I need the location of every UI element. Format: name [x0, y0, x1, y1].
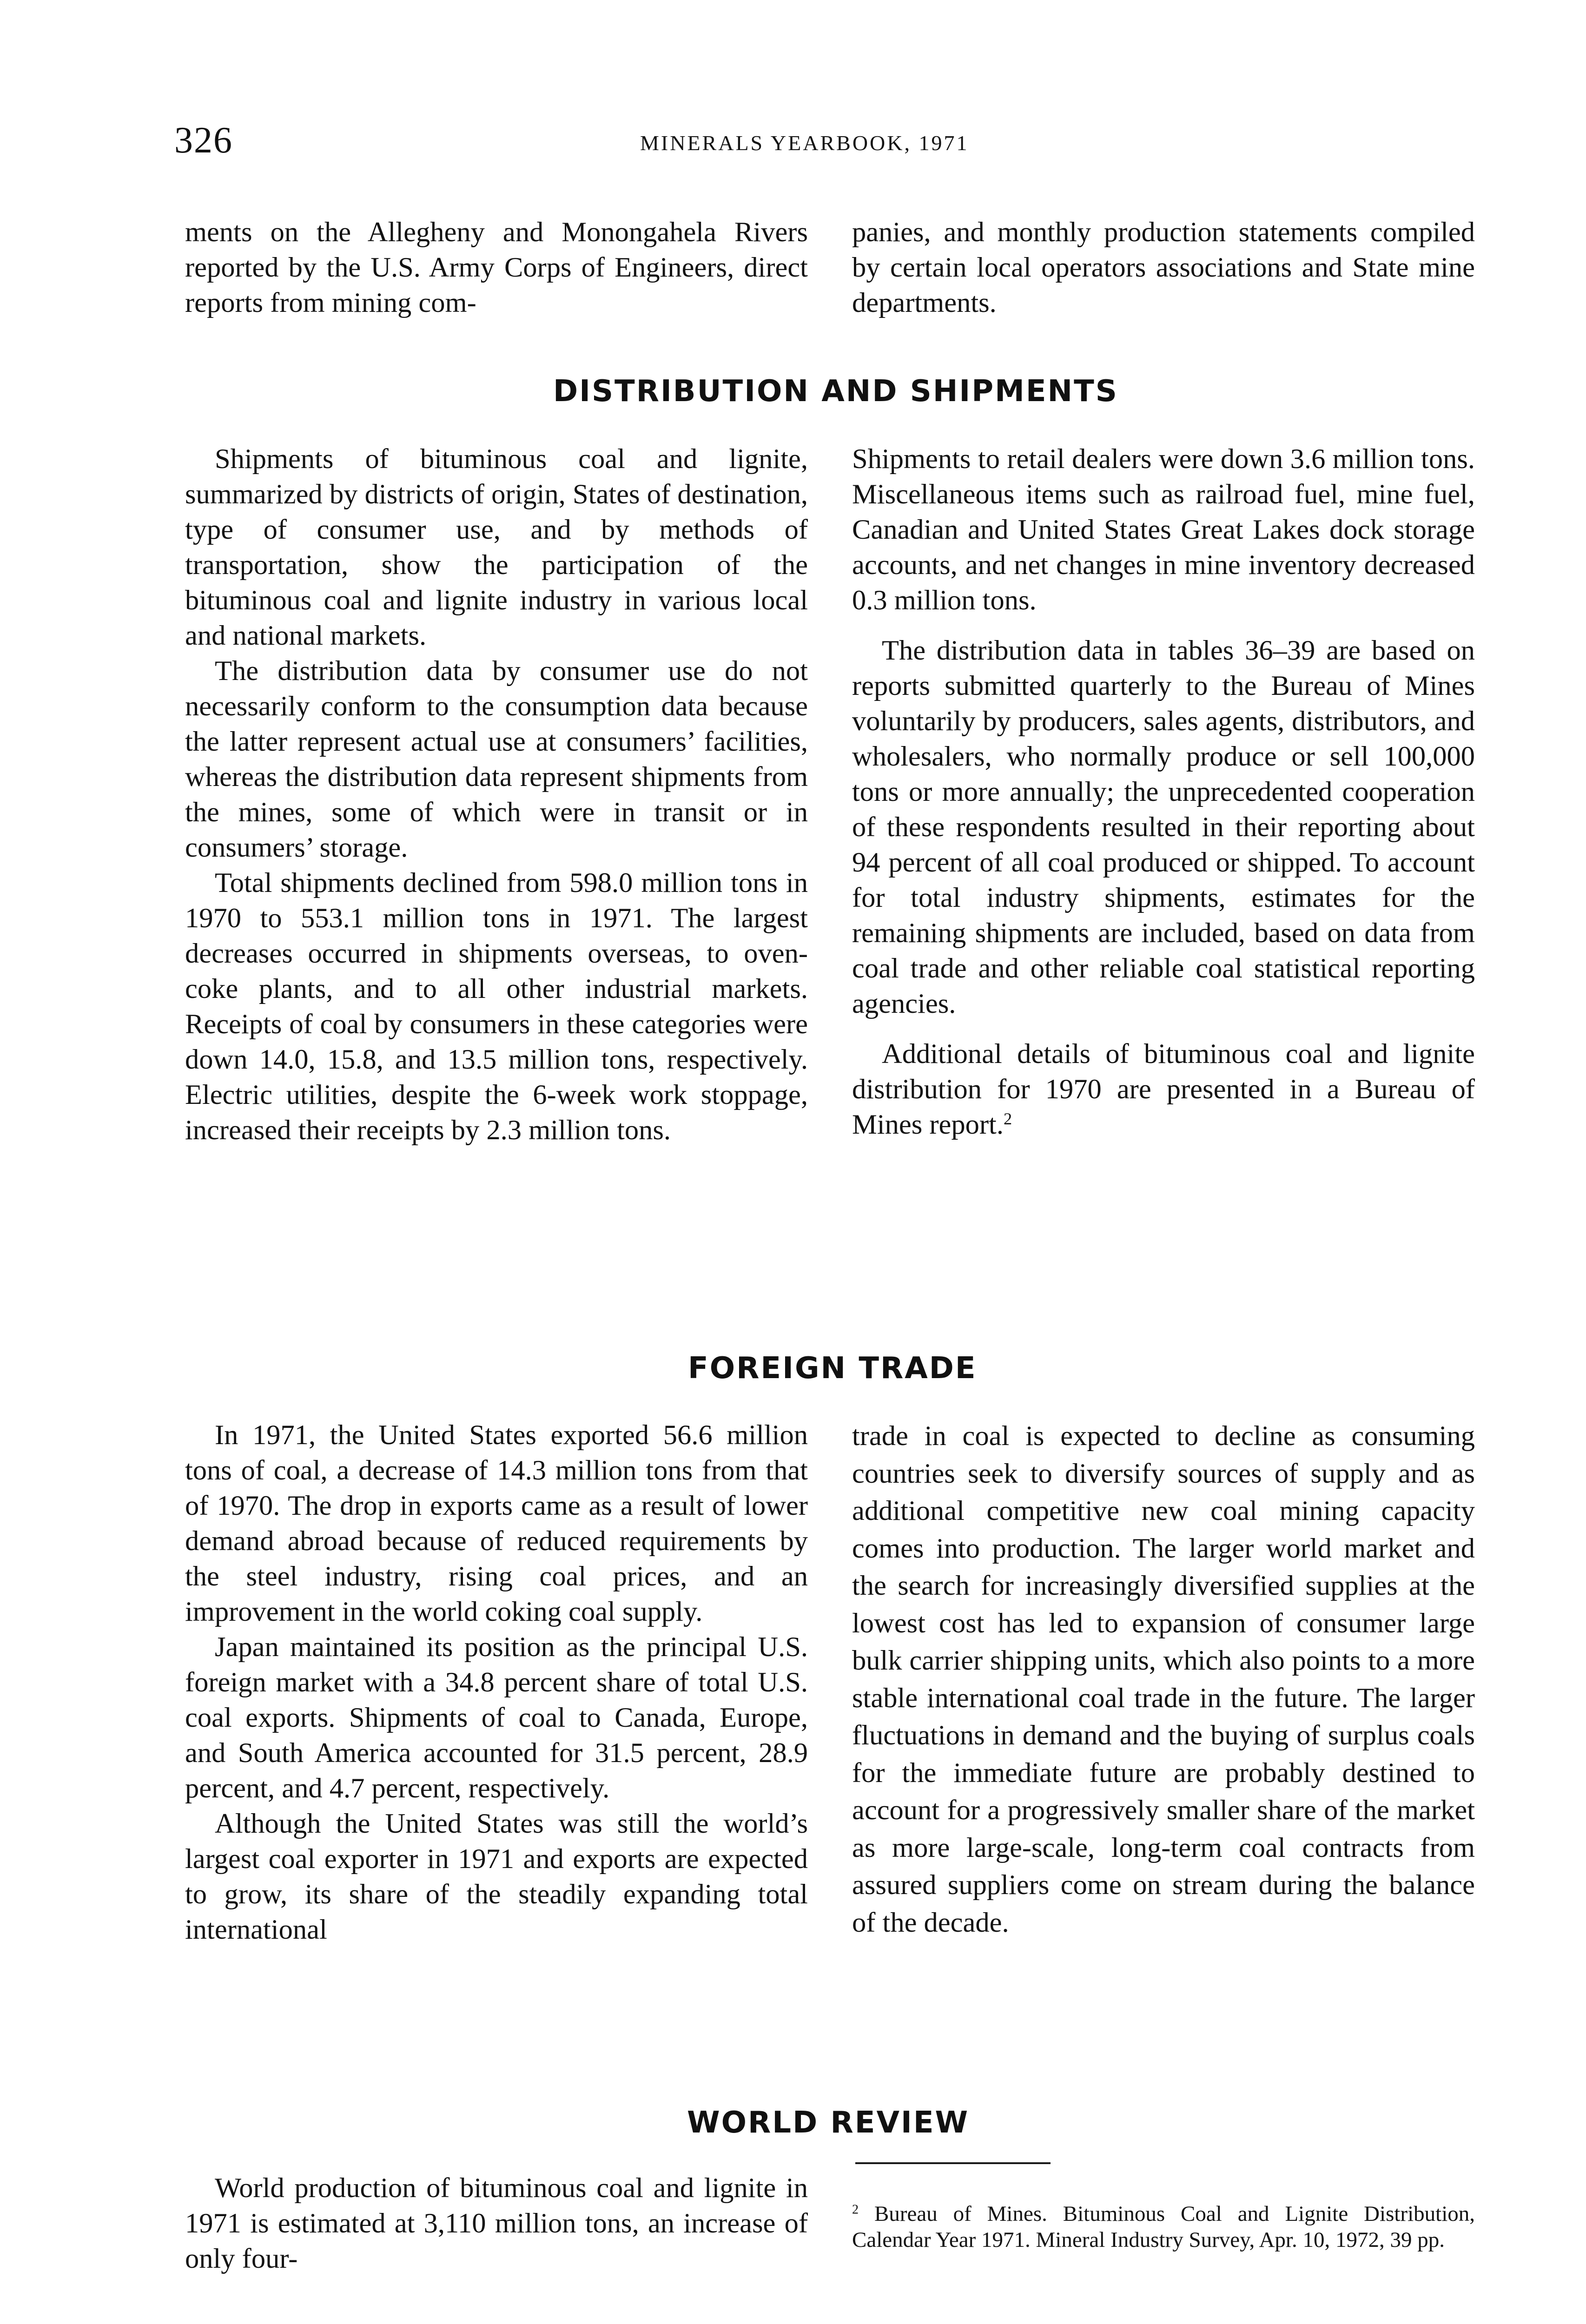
world-review-heading: WORLD REVIEW	[687, 2106, 970, 2140]
intro-left-paragraph: ments on the Allegheny and Monongahela Rivers reported by the U.S. Army Corps of Engineers, direct reports from mining com-	[185, 217, 808, 318]
distribution-paragraph-5: The distribution data in tables 36–39 are based on reports submitted quarterly to the Bureau of Mines voluntarily by producers, sales agents, distributors, and wholesalers, who normally produce or sell 100,000 tons or more annually; the unprecedented cooperation of these respondents resulted in their reporting about 94 percent of all coal produced or shipped. To account for total industry shipments, estimates for the remaining shipments are included, based on data from coal trade and other reliable coal statistical reporting agencies.	[852, 635, 1475, 1019]
foreign-trade-paragraph-2: Japan maintained its position as the principal U.S. foreign market with a 34.8 percent share of total U.S. coal exports. Shipments of coal to Canada, Europe, and South America accounted for 31.5 percent, 28.9 percent, and 4.7 percent, respectively.	[185, 1631, 808, 1804]
intro-left-column	[185, 215, 808, 321]
page-number: 326	[174, 120, 233, 161]
distribution-paragraph-6-text: Additional details of bituminous coal and lignite distribution for 1970 are presented in a Bureau of Mines report.	[852, 1038, 1475, 1140]
world-review-paragraph-1: World production of bituminous coal and lignite in 1971 is estimated at 3,110 million tons, an increase of only four-	[185, 2172, 808, 2274]
footnote	[852, 2201, 1475, 2253]
footnote-reference: 2	[1003, 1109, 1012, 1129]
world-review-left-column	[185, 2171, 808, 2277]
distribution-paragraph-1: Shipments of bituminous coal and lignite, summarized by districts of origin, States of destination, type of consumer use, and by methods of transportation, show the participation of the bituminous coal and lignite industry in various local and national markets.	[185, 443, 808, 651]
foreign-trade-right-column	[852, 1418, 1475, 1941]
footnote-rule	[855, 2162, 1051, 2164]
foreign-trade-heading: FOREIGN TRADE	[688, 1351, 977, 1386]
distribution-left-column	[185, 442, 808, 1148]
distribution-heading: DISTRIBUTION AND SHIPMENTS	[553, 374, 1118, 409]
footnote-text: Bureau of Mines. Bituminous Coal and Lignite Distribution, Calendar Year 1971. Mineral Industry Survey, Apr. 10, 1972, 39 pp.	[852, 2202, 1475, 2252]
foreign-trade-paragraph-4: trade in coal is expected to decline as consuming countries seek to diversify sources of supply and as additional competitive new coal mining capacity comes into production. The larger world market and the search for increasingly diversified supplies at the lowest cost has led to expansion of consumer large bulk carrier shipping units, which also points to a more stable international coal trade in the future. The larger fluctuations in demand and the buying of surplus coals for the immediate future are probably destined to account for a progressively smaller share of the market as more large-scale, long-term coal contracts from assured suppliers come on stream during the balance of the decade.	[852, 1420, 1475, 1938]
foreign-trade-paragraph-1: In 1971, the United States exported 56.6 million tons of coal, a decrease of 14.3 million tons from that of 1970. The drop in exports came as a result of lower demand abroad because of reduced requirements by the steel industry, rising coal prices, and an improvement in the world coking coal supply.	[185, 1419, 808, 1627]
distribution-paragraph-2: The distribution data by consumer use do not necessarily conform to the consumption data because the latter represent actual use at consumers’ facilities, whereas the distribution data represent shipments from the mines, some of which were in transit or in consumers’ storage.	[185, 655, 808, 863]
running-head: MINERALS YEARBOOK, 1971	[640, 131, 969, 155]
intro-right-column	[852, 215, 1475, 321]
distribution-paragraph-3: Total shipments declined from 598.0 million tons in 1970 to 553.1 million tons in 1971. The largest decreases occurred in shipments overseas, to oven-coke plants, and to all other industrial markets. Receipts of coal by consumers in these categories were down 14.0, 15.8, and 13.5 million tons, respectively. Electric utilities, despite the 6-week work stoppage, increased their receipts by 2.3 million tons.	[185, 867, 808, 1146]
distribution-right-column	[852, 442, 1475, 1142]
distribution-paragraph-6	[852, 1037, 1475, 1142]
footnote-marker: 2	[852, 2202, 859, 2217]
intro-right-paragraph: panies, and monthly production statements compiled by certain local operators associations and State mine departments.	[852, 217, 1475, 318]
foreign-trade-paragraph-3: Although the United States was still the world’s largest coal exporter in 1971 and exports are expected to grow, its share of the steadily expanding total international	[185, 1808, 808, 1945]
distribution-paragraph-4: Shipments to retail dealers were down 3.6 million tons. Miscellaneous items such as railroad fuel, mine fuel, Canadian and United States Great Lakes dock storage accounts, and net changes in mine inventory decreased 0.3 million tons.	[852, 443, 1475, 616]
foreign-trade-left-column	[185, 1418, 808, 1948]
